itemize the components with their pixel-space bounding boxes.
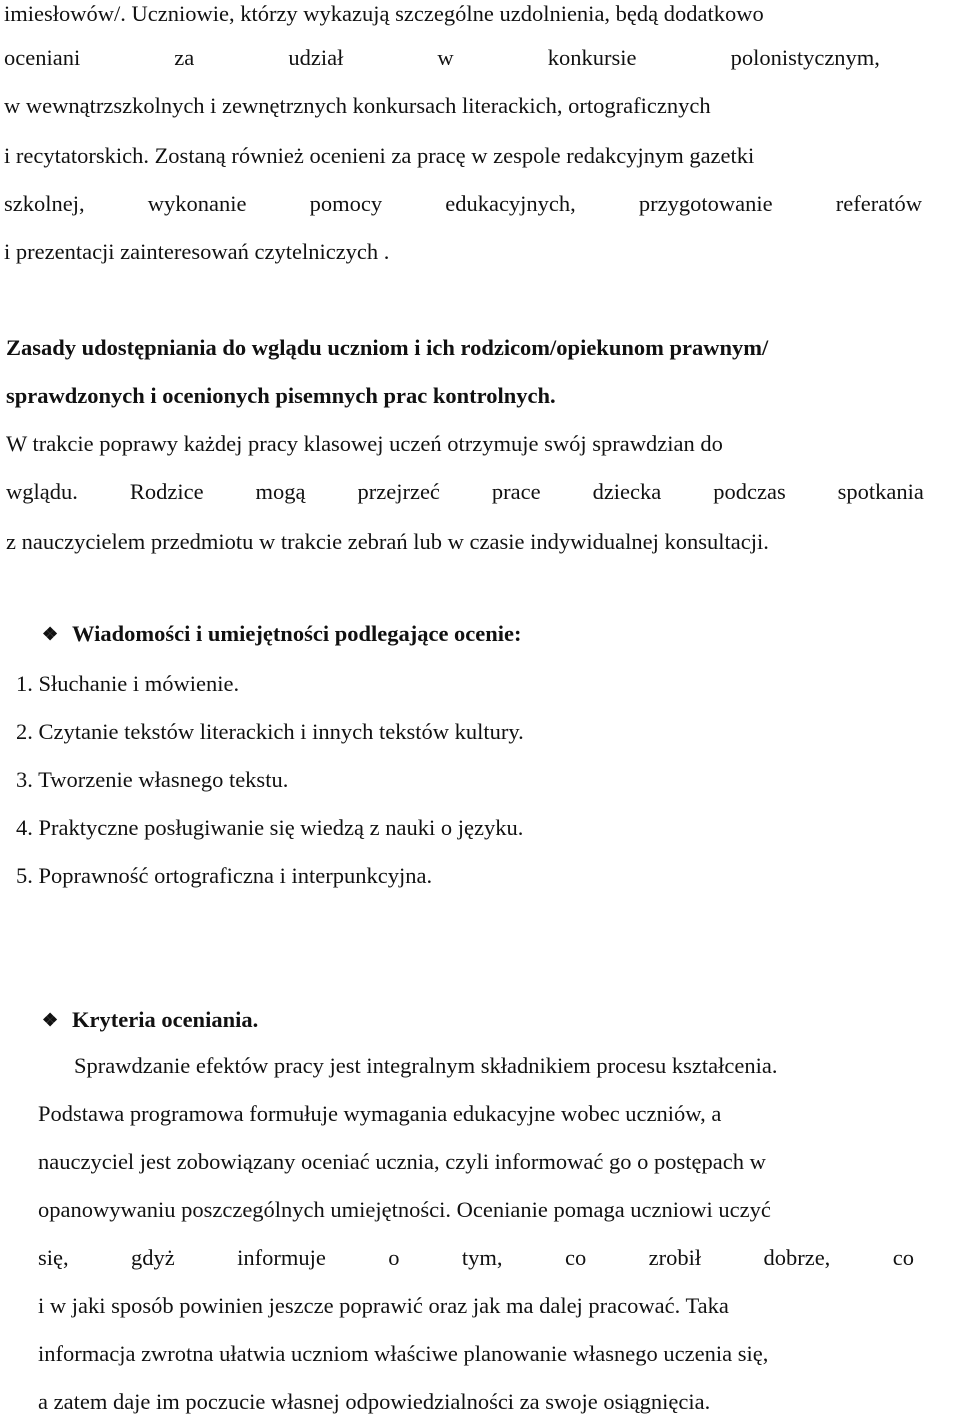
heading-access-rules-line2: sprawdzonych i ocenionych pisemnych prac kontrolnych.	[6, 383, 556, 408]
para2-line3: z nauczycielem przedmiotu w trakcie zebrań lub w czasie indywidualnej konsultacji.	[6, 529, 769, 554]
heading-access-rules-line1: Zasady udostępniania do wglądu uczniom i ich rodzicom/opiekunom prawnym/	[6, 335, 769, 360]
diamond-bullet-icon: ❖	[42, 1010, 59, 1030]
criteria-line2: Podstawa programowa formułuje wymagania edukacyjne wobec uczniów, a	[38, 1101, 722, 1126]
para1-line3: w wewnątrzszkolnych i zewnętrznych konkursach literackich, ortograficznych	[4, 93, 711, 118]
list-item: 2. Czytanie tekstów literackich i innych tekstów kultury.	[16, 719, 524, 744]
criteria-line1: Sprawdzanie efektów pracy jest integralnym składnikiem procesu kształcenia.	[74, 1053, 778, 1078]
para1-line2: oceniani za udział w konkursie polonistycznym,	[4, 45, 880, 70]
list-item: 5. Poprawność ortograficzna i interpunkcyjna.	[16, 863, 433, 888]
list-item: 1. Słuchanie i mówienie.	[16, 671, 240, 696]
para1-line6: i prezentacji zainteresowań czytelniczych .	[4, 239, 390, 264]
criteria-line3: nauczyciel jest zobowiązany oceniać ucznia, czyli informować go o postępach w	[38, 1149, 766, 1174]
section-criteria-heading: ❖ Kryteria oceniania.	[42, 1007, 259, 1032]
para2-line2: wglądu. Rodzice mogą przejrzeć prace dziecka podczas spotkania	[6, 479, 924, 504]
criteria-line7: informacja zwrotna ułatwia uczniom właściwe planowanie własnego uczenia się,	[38, 1341, 769, 1366]
criteria-line8: a zatem daje im poczucie własnej odpowiedzialności za swoje osiągnięcia.	[38, 1389, 711, 1414]
criteria-line5: się, gdyż informuje o tym, co zrobił dobrze, co	[38, 1245, 914, 1270]
para1-line4: i recytatorskich. Zostaną również ocenieni za pracę w zespole redakcyjnym gazetki	[4, 143, 755, 168]
criteria-line6: i w jaki sposób powinien jeszcze poprawić oraz jak ma dalej pracować. Taka	[38, 1293, 729, 1318]
criteria-line4: opanowywaniu poszczególnych umiejętności. Ocenianie pomaga uczniowi uczyć	[38, 1197, 771, 1222]
list-item: 4. Praktyczne posługiwanie się wiedzą z nauki o języku.	[16, 815, 524, 840]
para1-line1: imiesłowów/. Uczniowie, którzy wykazują szczególne uzdolnienia, będą dodatkowo	[4, 1, 764, 26]
diamond-bullet-icon: ❖	[42, 624, 59, 644]
list-item: 3. Tworzenie własnego tekstu.	[16, 767, 289, 792]
para2-line1: W trakcie poprawy każdej pracy klasowej uczeń otrzymuje swój sprawdzian do	[6, 431, 723, 456]
section-assessed-skills-heading: ❖ Wiadomości i umiejętności podlegające ocenie:	[42, 621, 522, 646]
para1-line5: szkolnej, wykonanie pomocy edukacyjnych, przygotowanie referatów	[4, 191, 922, 216]
